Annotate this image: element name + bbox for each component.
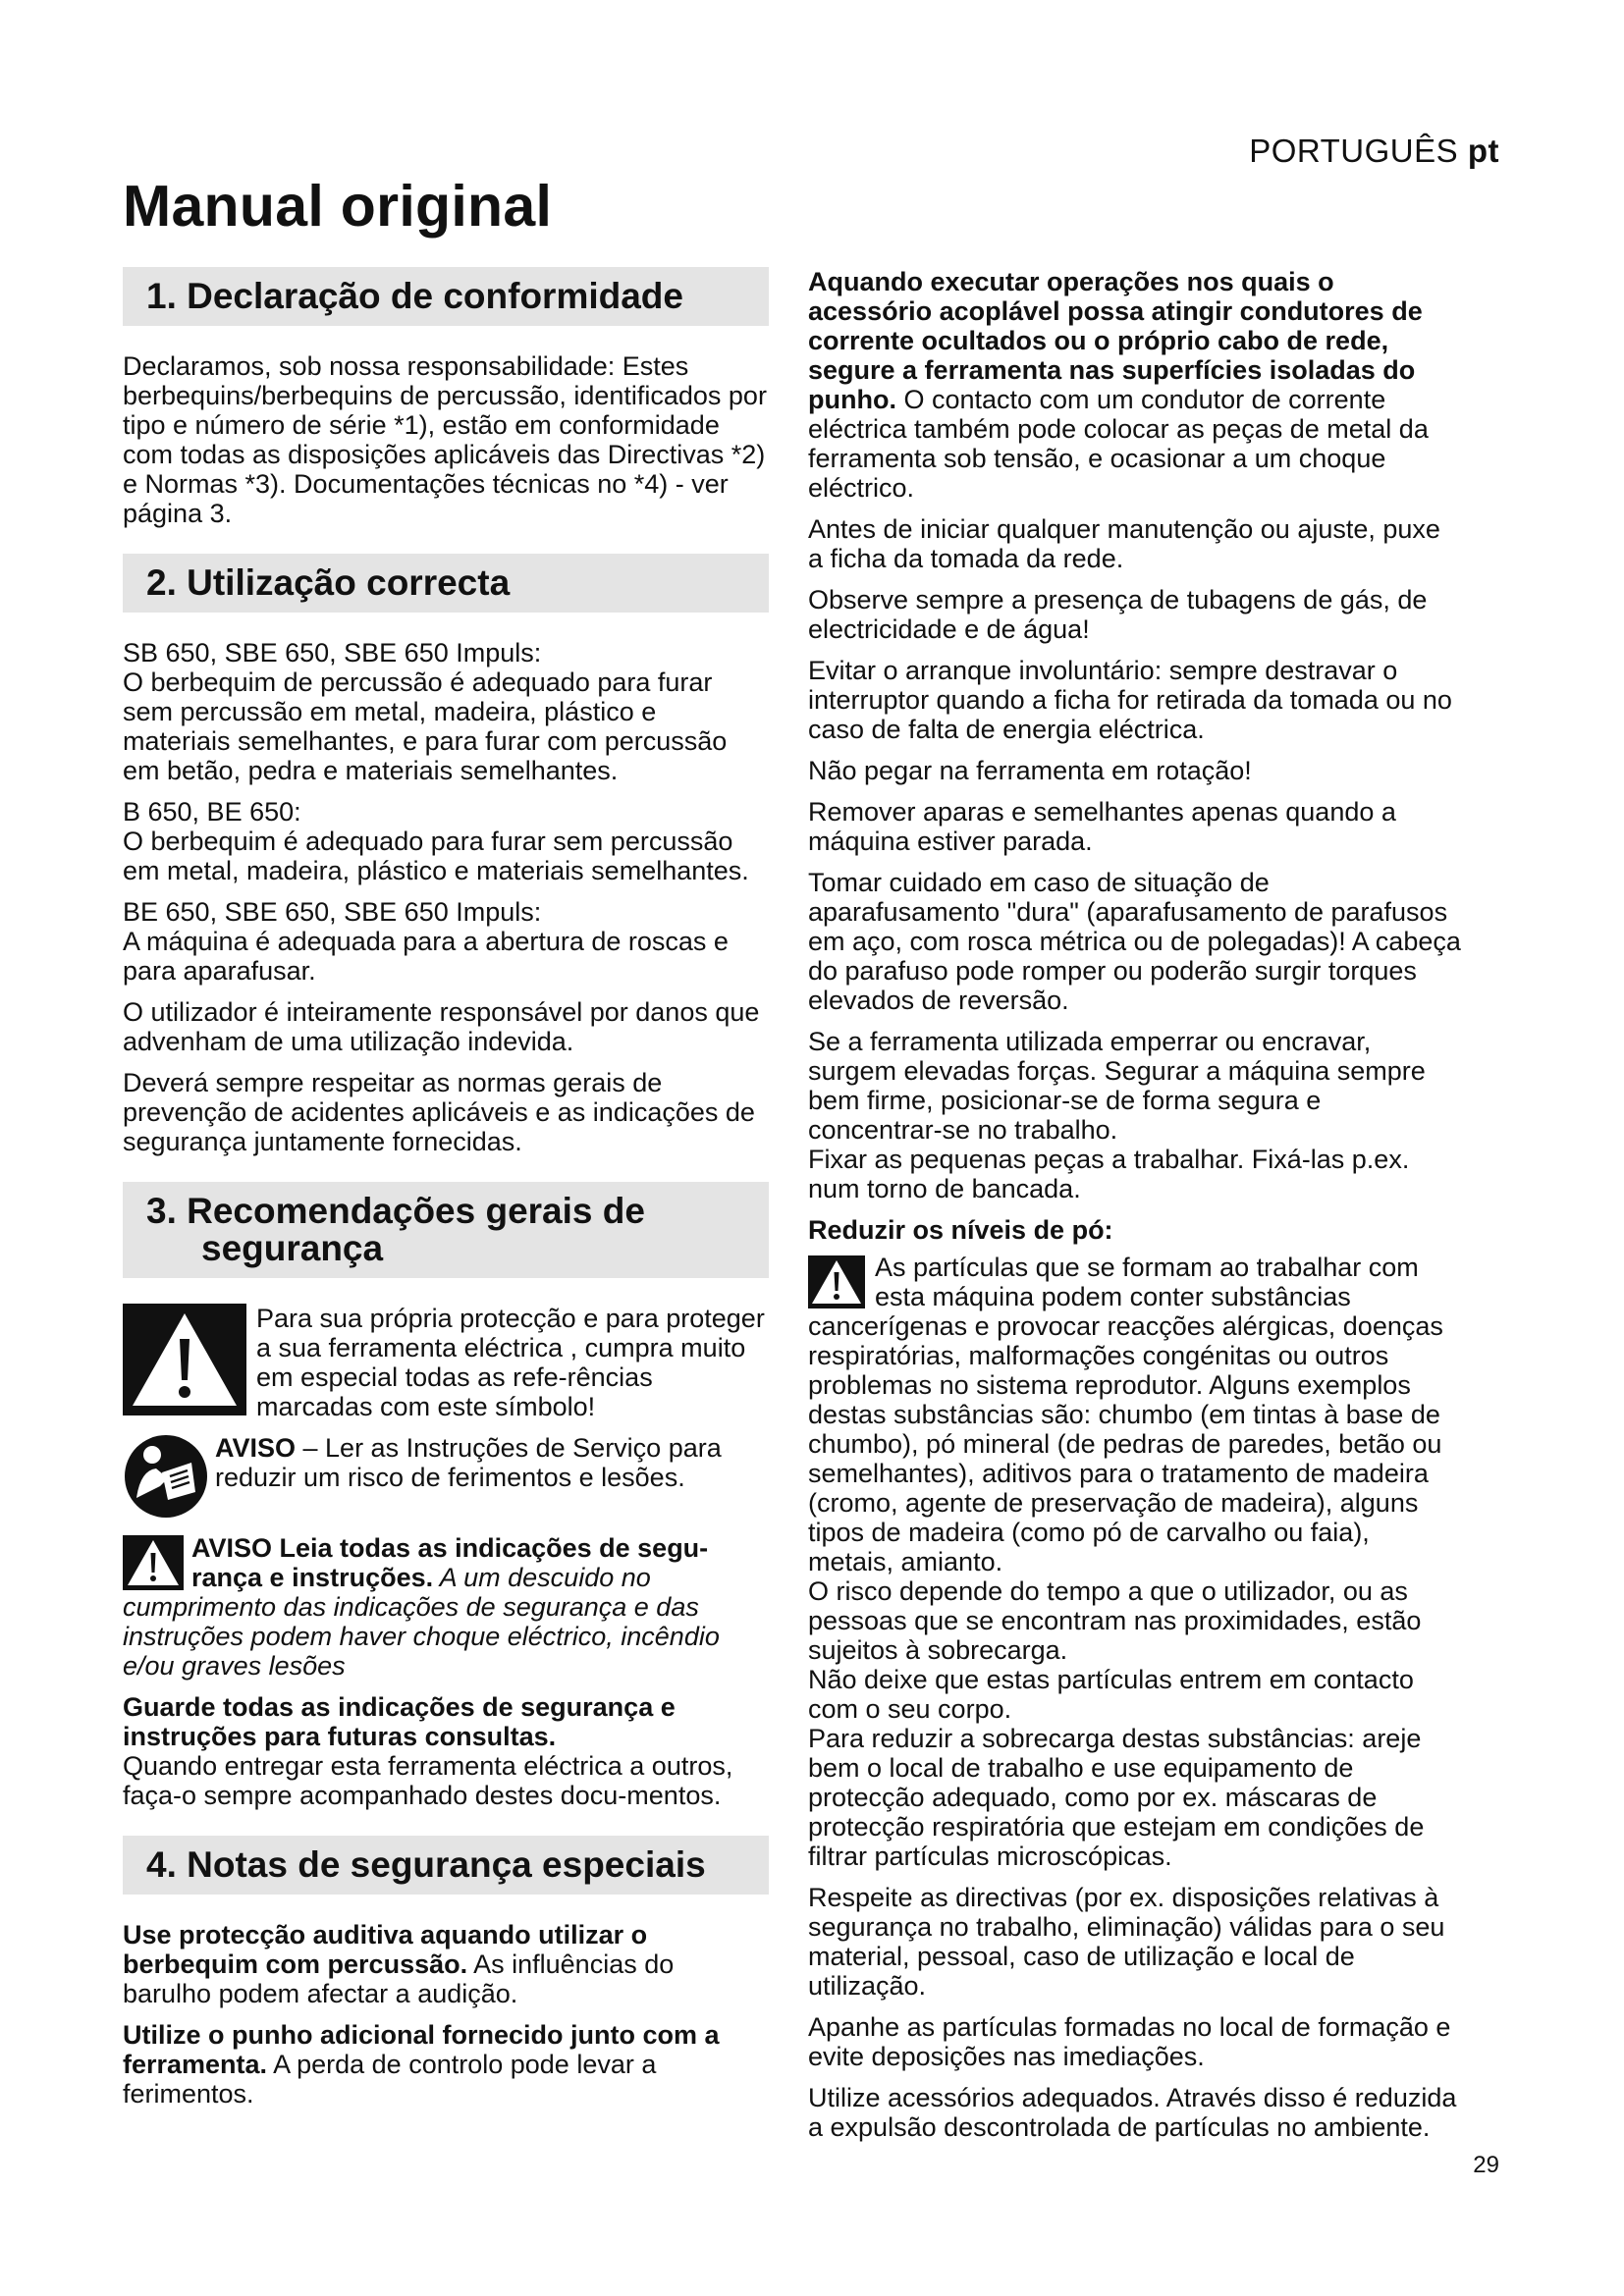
r-paragraph-11: Apanhe as partículas formadas no local de formação e evite deposições nas imediações. <box>808 2012 1451 2071</box>
warning-dust-icon <box>808 1255 865 1308</box>
r-p1-bold: Aquando executar operações nos quais o acessório acoplável possa atingir condutores de corrente ocultados ou o próprio cabo de rede, segure a ferramenta nas superfícies isoladas do punho. <box>808 267 1423 414</box>
s4-paragraph-2 <box>123 2020 769 2109</box>
language-label <box>1249 133 1499 170</box>
aviso2-paragraph <box>123 1533 769 1681</box>
r-paragraph-12: Utilize acessórios adequados. Através disso é reduzida a expulsão descontrolada de partículas no ambiente. <box>808 2083 1457 2142</box>
r-paragraph-8: Se a ferramenta utilizada emperrar ou encravar, surgem elevadas forças. Segurar a máquina sempre bem firme, posicionar-se de forma segura e concentrar-se no trabalho. <box>808 1027 1426 1145</box>
s2-paragraph-3 <box>123 897 769 986</box>
warning-triangle-icon <box>123 1304 246 1415</box>
r-paragraph-7: Tomar cuidado em caso de situação de aparafusamento "dura" (aparafusamento de parafusos em aço, com rosca métrica ou de polegadas)! A cabeça do parafuso pode romper ou poderão surgir torques elevados de reversão. <box>808 868 1461 1015</box>
aviso-label: AVISO <box>215 1433 297 1463</box>
dust-paragraph-3: Não deixe que estas partículas entrem em contacto com o seu corpo. <box>808 1665 1414 1724</box>
dust-text-1: As partículas que se formam ao trabalhar com esta máquina podem conter substâncias cancerígenas e provocar reacções alérgicas, doenças respiratórias, malformações congénitas ou outros problemas no sistema reprodutor. Alguns exemplos destas substâncias são: chumbo (em tintas à base de chumbo), pó mineral (de pedras de paredes, betão ou semelhantes), aditivos para o tratamento de madeira (cromo, agente de preservação de madeira), alguns tipos de madeira (como pó de carvalho ou faia), metais, amianto. <box>808 1253 1443 1576</box>
dust-paragraph-1 <box>808 1253 1461 1576</box>
warning-small-icon <box>123 1535 184 1590</box>
r-paragraph-4: Evitar o arranque involuntário: sempre destravar o interruptor quando a ficha for retirada da tomada ou no caso de falta de energia eléctrica. <box>808 656 1452 744</box>
aviso-body: – Ler as Instruções de Serviço para reduzir um risco de ferimentos e lesões. <box>215 1433 722 1492</box>
s2-paragraph-5: Deverá sempre respeitar as normas gerais de prevenção de acidentes aplicáveis e as indicações de segurança juntamente fornecidas. <box>123 1068 755 1156</box>
dust-heading: Reduzir os níveis de pó: <box>808 1215 1113 1245</box>
r-p1-text: O contacto com um condutor de corrente eléctrica também pode colocar as peças de metal da ferramenta sob tensão, e ocasionar a um choque eléctrico. <box>808 385 1429 503</box>
aviso2-bold: AVISO Leia todas as indicações de segu-rança e instruções. <box>191 1533 709 1592</box>
section-3-heading-line1: 3. Recomendações gerais de <box>146 1191 645 1231</box>
guarde-paragraph <box>123 1692 769 1810</box>
r-paragraph-9: Fixar as pequenas peças a trabalhar. Fixá-las p.ex. num torno de bancada. <box>808 1145 1410 1203</box>
language-name: PORTUGUÊS <box>1249 133 1459 169</box>
s4-paragraph-1 <box>123 1920 769 2008</box>
page-title: Manual original <box>123 174 553 239</box>
safety-symbol-block <box>123 1304 769 1421</box>
dust-paragraph-2: O risco depende do tempo a que o utilizador, ou as pessoas que se encontram nas proximidades, estão sujeitos à sobrecarga. <box>808 1576 1422 1665</box>
section-1-heading: 1. Declaração de conformidade <box>123 267 769 326</box>
s2-paragraph-1 <box>123 638 769 785</box>
r-paragraph-2: Antes de iniciar qualquer manutenção ou ajuste, puxe a ficha da tomada da rede. <box>808 514 1440 573</box>
aviso2-italic: A um descuido no cumprimento das indicações de segurança e das instruções podem haver choque eléctrico, incêndio e/ou graves lesões <box>123 1563 720 1681</box>
s1-paragraph: Declaramos, sob nossa responsabilidade: Estes berbequins/berbequins de percussão, identificados por tipo e número de série *1), estão em conformidade com todas as disposições aplicáveis das Directivas *2) e Normas *3). Documentações técnicas no *4) - ver página 3. <box>123 351 767 528</box>
section-3-heading <box>123 1182 769 1278</box>
r-paragraph-10: Respeite as directivas (por ex. disposições relativas à segurança no trabalho, eliminação) válidas para o seu material, pessoal, caso de utilização e local de utilização. <box>808 1883 1445 2001</box>
section-3-heading-line2: segurança <box>201 1228 384 1268</box>
aviso-text <box>215 1433 769 1492</box>
page-number: 29 <box>1473 2152 1499 2178</box>
r-paragraph-6: Remover aparas e semelhantes apenas quando a máquina estiver parada. <box>808 797 1396 856</box>
section-2-heading: 2. Utilização correcta <box>123 554 769 613</box>
r-paragraph-5: Não pegar na ferramenta em rotação! <box>808 756 1252 785</box>
s2-text-1: O berbequim de percussão é adequado para furar sem percussão em metal, madeira, plástico e materiais semelhantes, e para furar com percussão em betão, pedra e materiais semelhantes. <box>123 667 728 785</box>
guarde-text: Quando entregar esta ferramenta eléctrica a outros, faça-o sempre acompanhado destes docu-mentos. <box>123 1751 733 1810</box>
safety-symbol-text: Para sua própria protecção e para proteger a sua ferramenta eléctrica , cumpra muito em especial todas as refe-rências marcadas com este símbolo! <box>256 1304 765 1421</box>
s2-paragraph-2 <box>123 797 769 885</box>
read-manual-block <box>123 1433 769 1520</box>
section-4-heading: 4. Notas de segurança especiais <box>123 1836 769 1895</box>
read-manual-icon <box>123 1433 209 1520</box>
dust-paragraph-4: Para reduzir a sobrecarga destas substâncias: areje bem o local de trabalho e use equipamento de protecção adequado, como por ex. máscaras de protecção respiratória que estejam em condições de filtrar partículas microscópicas. <box>808 1724 1425 1871</box>
r-paragraph-1 <box>808 267 1461 503</box>
right-column <box>808 267 1461 2154</box>
s2-models-1: SB 650, SBE 650, SBE 650 Impuls: <box>123 638 542 667</box>
s2-models-2: B 650, BE 650: <box>123 797 301 827</box>
s2-text-3: A máquina é adequada para a abertura de roscas e para aparafusar. <box>123 927 729 986</box>
s2-models-3: BE 650, SBE 650, SBE 650 Impuls: <box>123 897 542 927</box>
left-column <box>123 267 769 2120</box>
s2-text-2: O berbequim é adequado para furar sem percussão em metal, madeira, plástico e materiais semelhantes. <box>123 827 749 885</box>
r-paragraph-3: Observe sempre a presença de tubagens de gás, de electricidade e de água! <box>808 585 1428 644</box>
language-code: pt <box>1467 133 1499 169</box>
s4-p2-text: A perda de controlo pode levar a ferimentos. <box>123 2050 657 2109</box>
s4-p1-text: As influências do barulho podem afectar a audição. <box>123 1949 675 2008</box>
s4-p1-bold: Use protecção auditiva aquando utilizar o berbequim com percussão. <box>123 1920 648 1979</box>
s2-paragraph-4: O utilizador é inteiramente responsável por danos que advenham de uma utilização indevida. <box>123 997 760 1056</box>
s4-p2-bold: Utilize o punho adicional fornecido junto com a ferramenta. <box>123 2020 720 2079</box>
guarde-bold: Guarde todas as indicações de segurança e instruções para futuras consultas. <box>123 1692 676 1751</box>
